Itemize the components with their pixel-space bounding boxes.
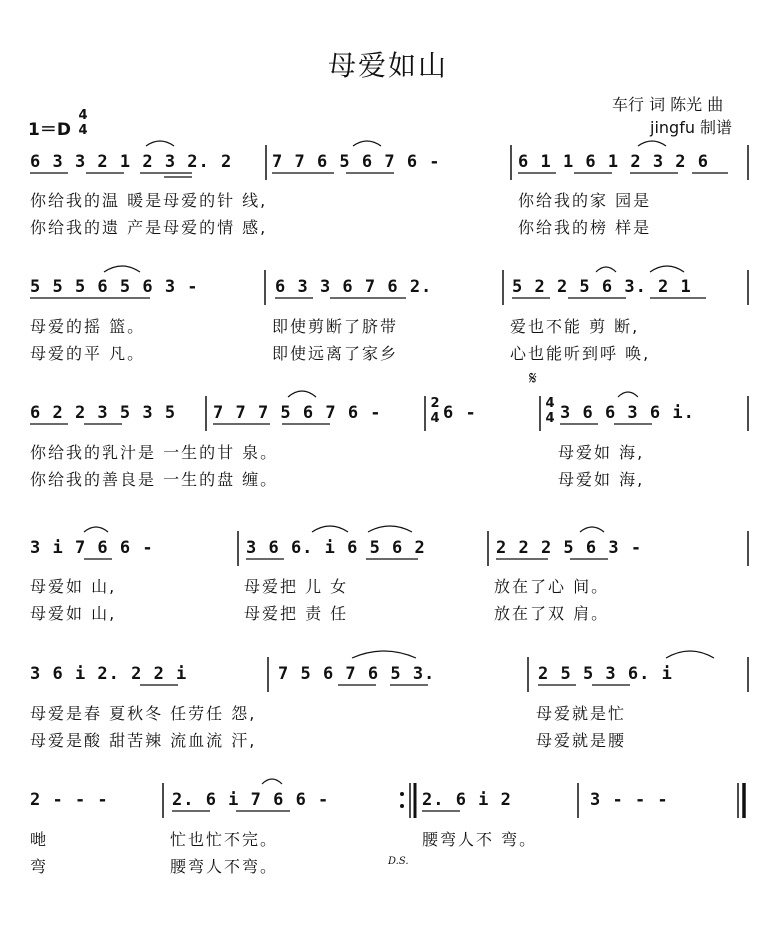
row3-lyrics1-a: 你给我的乳汁是 一生的甘 泉。 [30,443,279,462]
row3-measure4-notes: 3 6 6 3 6 i. [560,403,695,423]
slur [666,651,714,658]
row1-lyrics2-b: 你给我的榜 样是 [518,218,652,237]
row3-lyrics2-b: 母爱如 海, [558,470,645,489]
slur [638,141,666,146]
row6-lyrics1-a: 哋 [30,830,49,849]
slur [368,526,412,532]
row4-lyrics2-a: 母爱如 山, [30,604,117,623]
time-change2-bottom: 4 [545,411,555,426]
row2-measure1-notes: 5 5 5 6 5 6 3 - [30,277,199,297]
row2-measure3-notes: 5 2 2 5 6 3. 2 1 [512,277,692,297]
credits-composer: 车行 词 陈光 曲 [612,95,724,114]
slur [262,779,282,784]
row4-lyrics2-b: 母爱把 责 任 [244,604,349,623]
row4-measure1-notes: 3 i 7 6 6 - [30,538,154,558]
row5-measure1-notes: 3 6 i 2. 2 2 i [30,664,188,684]
row6-lyrics2-b: 腰弯人不弯。 [170,857,279,876]
row4-lyrics1-a: 母爱如 山, [30,577,117,596]
row5-lyrics1-a: 母爱是春 夏秋冬 任劳任 怨, [30,704,257,723]
row3-lyrics1-b: 母爱如 海, [558,443,645,462]
repeat-dot [400,792,404,796]
row2-lyrics1-a: 母爱的摇 篮。 [30,317,146,336]
row6-measure1-notes: 2 - - - [30,790,109,810]
row1-measure2-notes: 7 7 6 5 6 7 6 - [272,152,441,172]
row2-lyrics2-b: 即使远离了家乡 [272,344,399,363]
slur [146,141,174,146]
credits-arranger: jingfu 制谱 [650,118,733,137]
row5-lyrics1-b: 母爱就是忙 [536,704,627,723]
row4-lyrics1-b: 母爱把 儿 女 [244,577,349,596]
row5-measure3-notes: 2 5 5 3 6. i [538,664,673,684]
row2-lyrics2-a: 母爱的平 凡。 [30,344,146,363]
row1-lyrics1-b: 你给我的家 园是 [518,191,652,210]
key-signature: 1＝D [28,120,71,140]
row6-measure2-notes: 2. 6 i 7 6 6 - [172,790,330,810]
row1-lyrics2-a: 你给我的遗 产是母爱的情 感, [30,218,268,237]
row4-measure2-notes: 3 6 6. i 6 5 6 2 [246,538,426,558]
page-title: 母爱如山 [327,49,448,82]
row2-lyrics1-c: 爱也不能 剪 断, [510,317,640,336]
row3-measure2-notes: 7 7 7 5 6 7 6 - [213,403,382,423]
time-change-bottom: 4 [430,411,440,426]
slur [104,266,140,272]
time-change2-top: 4 [545,396,555,411]
segno-sign: 𝄋 [529,368,537,389]
row3-measure3-notes: 6 - [443,403,477,423]
slur [580,527,604,532]
repeat-dot [400,804,404,808]
ds-marking: D.S. [388,856,409,867]
row2-lyrics1-b: 即使剪断了脐带 [272,317,399,336]
slur [353,141,381,146]
row4-measure3-notes: 2 2 2 5 6 3 - [496,538,643,558]
row1-measure1-notes: 6 3 3 2 1 2 3 2. 2 [30,152,233,172]
row6-measure3-notes: 2. 6 i 2 [422,790,512,810]
row4-lyrics2-c: 放在了双 肩。 [494,604,610,623]
row1-measure3-notes: 6 1 1 6 1 2 3 2 6 [518,152,709,172]
row2-measure2-notes: 6 3 3 6 7 6 2. [275,277,433,297]
slur [650,266,684,272]
row4-lyrics1-c: 放在了心 间。 [494,577,610,596]
row6-lyrics2-a: 弯 [30,857,49,876]
time-change-top: 2 [430,396,440,411]
slur [618,392,638,397]
row6-lyrics1-b: 忙也忙不完。 [170,830,279,849]
row6-lyrics1-c: 腰弯人不 弯。 [422,830,538,849]
row1-lyrics1-a: 你给我的温 暖是母爱的针 线, [30,191,268,210]
slur [352,651,416,658]
slur [288,391,316,397]
row5-measure2-notes: 7 5 6 7 6 5 3. [278,664,436,684]
row3-lyrics2-a: 你给我的善良是 一生的盘 缠。 [30,470,279,489]
slur [84,527,108,532]
row6-measure4-notes: 3 - - - [590,790,669,810]
time-signature-top: 4 [78,108,88,123]
slur [596,267,616,272]
time-signature-bottom: 4 [78,123,88,138]
slur [312,526,348,532]
row2-lyrics2-c: 心也能听到呼 唤, [510,344,651,363]
row5-lyrics2-b: 母爱就是腰 [536,731,627,750]
row3-measure1-notes: 6 2 2 3 5 3 5 [30,403,177,423]
row5-lyrics2-a: 母爱是酸 甜苦辣 流血流 汗, [30,731,257,750]
